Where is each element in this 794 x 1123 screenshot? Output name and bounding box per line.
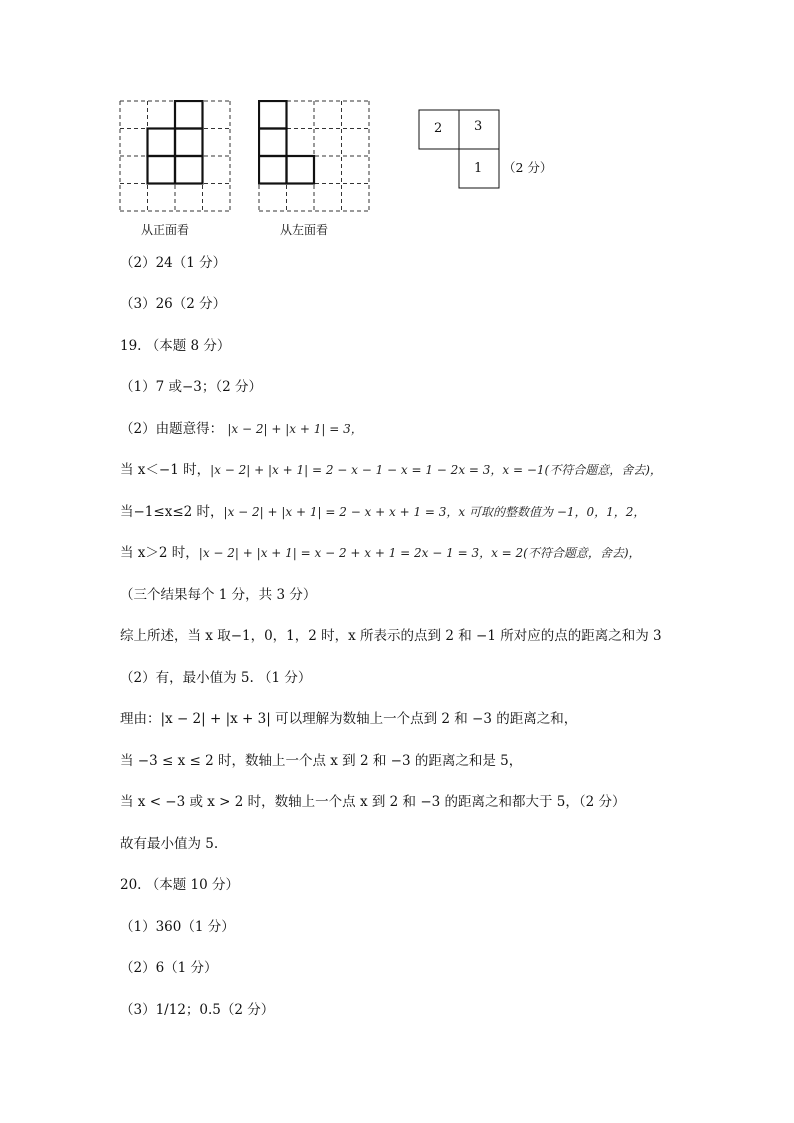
left-view-grid bbox=[258, 100, 370, 212]
case-2 bbox=[120, 503, 645, 521]
scoring-note: （三个结果每个 1 分，共 3 分） bbox=[120, 587, 317, 603]
top-view-cell-bottom: 1 bbox=[474, 161, 483, 176]
answer-18-3: （3）26（2 分） bbox=[120, 296, 227, 312]
case-3-math: |x − 2| + |x + 1| = x − 2 + x + 1 = 2x − 1 = 3，x = 2(不符合题意，舍去)， bbox=[198, 546, 641, 560]
answer-20-2: （2）6（1 分） bbox=[120, 960, 218, 976]
reason-case-2: 当 x < −3 或 x > 2 时，数轴上一个点 x 到 2 和 −3 的距离之和都大于 5，（2 分） bbox=[120, 794, 626, 810]
left-view-caption: 从左面看 bbox=[280, 223, 329, 237]
top-view-grid bbox=[418, 109, 500, 191]
front-view-caption: 从正面看 bbox=[141, 223, 190, 237]
reason-case-1: 当 −3 ≤ x ≤ 2 时，数轴上一个点 x 到 2 和 −3 的距离之和是 5， bbox=[120, 753, 523, 769]
left-view-figure bbox=[258, 100, 370, 212]
front-view-figure bbox=[119, 100, 231, 212]
conclusion-line: 故有最小值为 5. bbox=[120, 836, 219, 852]
answer-19-1: （1）7 或−3；（2 分） bbox=[120, 379, 263, 395]
case-3-label: 当 x＞2 时， bbox=[120, 545, 199, 561]
answer-20-1: （1）360（1 分） bbox=[120, 919, 235, 935]
case-1-math: |x − 2| + |x + 1| = 2 − x − 1 − x = 1 − 2x = 3，x = −1(不符合题意，舍去)， bbox=[210, 463, 662, 477]
front-view-grid bbox=[119, 100, 231, 212]
question-20-heading: 20. （本题 10 分） bbox=[120, 877, 240, 893]
case-2-label: 当−1≤x≤2 时， bbox=[120, 504, 224, 520]
equation-main: |x − 2| + |x + 1| = 3， bbox=[227, 422, 363, 436]
answer-19-3: （2）有，最小值为 5. （1 分） bbox=[120, 670, 312, 686]
case-2-math: |x − 2| + |x + 1| = 2 − x + x + 1 = 3，x 可取的整数值为 −1，0，1，2， bbox=[223, 505, 646, 519]
top-view-score: （2 分） bbox=[503, 160, 553, 175]
summary-line: 综上所述，当 x 取−1，0，1，2 时，x 所表示的点到 2 和 −1 所对应的点的距离之和为 3 bbox=[120, 628, 662, 644]
answer-19-2-intro bbox=[120, 420, 363, 438]
case-3 bbox=[120, 544, 641, 562]
case-1-label: 当 x＜−1 时， bbox=[120, 462, 211, 478]
answer-20-3: （3）1/12；0.5（2 分） bbox=[120, 1002, 275, 1018]
top-view-cell-right: 3 bbox=[474, 119, 483, 134]
case-1 bbox=[120, 461, 662, 479]
question-19-heading: 19. （本题 8 分） bbox=[120, 338, 231, 354]
top-view-figure bbox=[418, 109, 500, 191]
answer-19-2-label: （2）由题意得： bbox=[120, 421, 224, 437]
answer-18-2: （2）24（1 分） bbox=[120, 255, 227, 271]
top-view-cell-left: 2 bbox=[434, 121, 443, 136]
reason-line: 理由：|x − 2| + |x + 3| 可以理解为数轴上一个点到 2 和 −3 的距离之和， bbox=[120, 711, 578, 727]
